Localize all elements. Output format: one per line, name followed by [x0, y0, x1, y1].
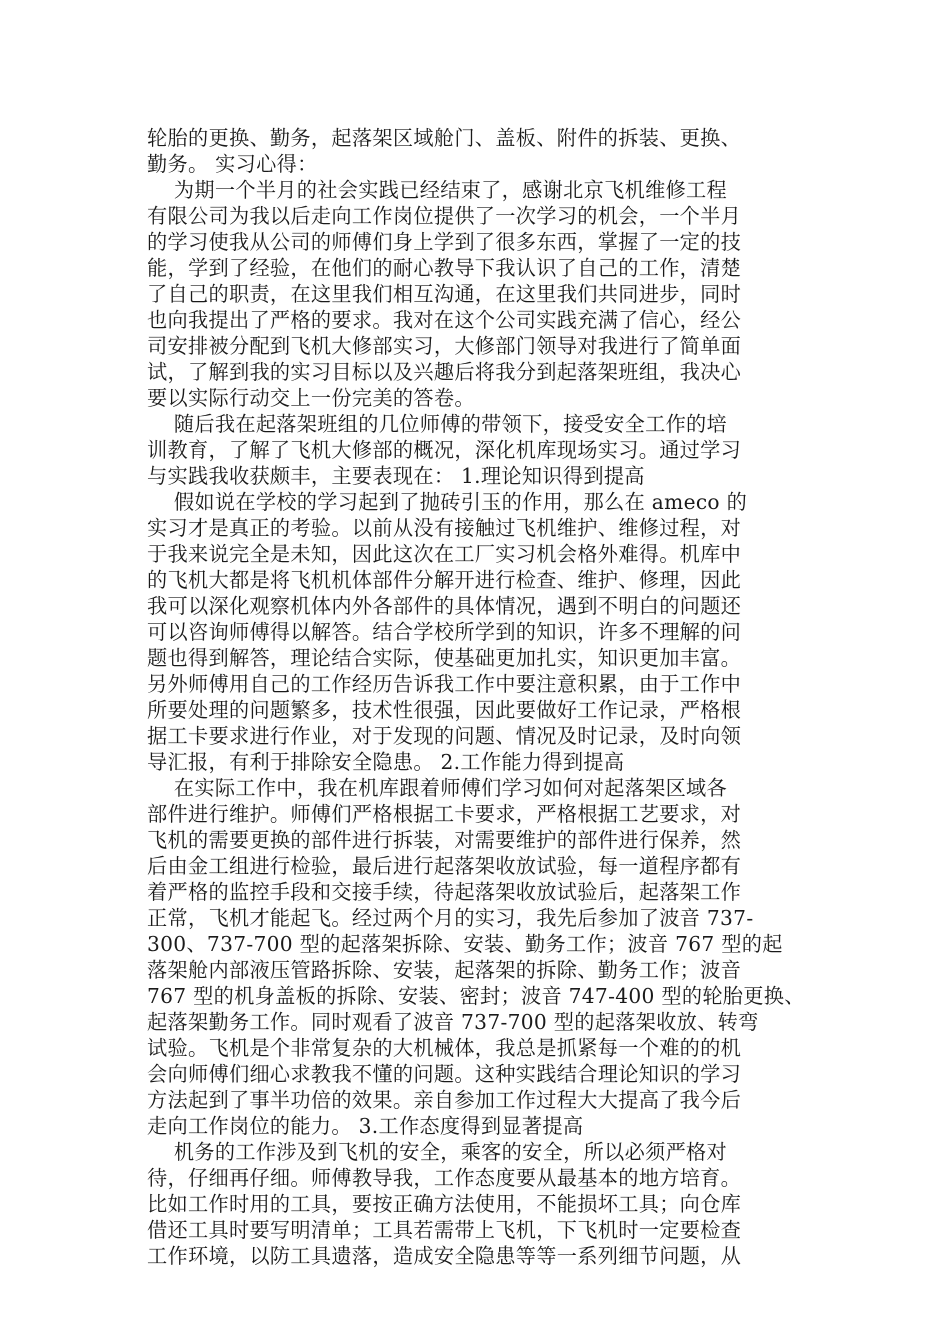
- text-line: 有限公司为我以后走向工作岗位提供了一次学习的机会，一个半月: [147, 204, 742, 228]
- text-line: 工作环境，以防工具遗落，造成安全隐患等等一系列细节问题，从: [147, 1244, 742, 1268]
- text-line: 轮胎的更换、勤务，起落架区域舱门、盖板、附件的拆装、更换、: [147, 126, 742, 150]
- text-line: 试，了解到我的实习目标以及兴趣后将我分到起落架班组，我决心: [147, 360, 742, 384]
- text-line: 的学习使我从公司的师傅们身上学到了很多东西，掌握了一定的技: [147, 230, 742, 254]
- text-line: 假如说在学校的学习起到了抛砖引玉的作用，那么在 ameco 的: [147, 490, 748, 514]
- text-line: 部件进行维护。师傅们严格根据工卡要求，严格根据工艺要求，对: [147, 802, 742, 826]
- text-line: 待，仔细再仔细。师傅教导我，工作态度要从最基本的地方培育。: [147, 1166, 742, 1190]
- text-line: 在实际工作中，我在机库跟着师傅们学习如何对起落架区域各: [147, 776, 728, 800]
- text-line: 题也得到解答，理论结合实际，使基础更加扎实，知识更加丰富。: [147, 646, 742, 670]
- text-line: 训教育，了解了飞机大修部的概况，深化机库现场实习。通过学习: [147, 438, 742, 462]
- text-line: 试验。飞机是个非常复杂的大机械体，我总是抓紧每一个难的的机: [147, 1036, 742, 1060]
- text-line: 会向师傅们细心求教我不懂的问题。这种实践结合理论知识的学习: [147, 1062, 742, 1086]
- text-line: 能，学到了经验，在他们的耐心教导下我认识了自己的工作，清楚: [147, 256, 742, 280]
- text-line: 落架舱内部液压管路拆除、安装，起落架的拆除、勤务工作；波音: [147, 958, 742, 982]
- text-line: 可以咨询师傅得以解答。结合学校所学到的知识，许多不理解的问: [147, 620, 742, 644]
- text-line: 司安排被分配到飞机大修部实习，大修部门领导对我进行了简单面: [147, 334, 742, 358]
- text-line: 机务的工作涉及到飞机的安全，乘客的安全，所以必须严格对: [147, 1140, 728, 1164]
- text-line: 为期一个半月的社会实践已经结束了，感谢北京飞机维修工程: [147, 178, 728, 202]
- text-line: 着严格的监控手段和交接手续，待起落架收放试验后，起落架工作: [147, 880, 742, 904]
- text-line: 据工卡要求进行作业，对于发现的问题、情况及时记录，及时向领: [147, 724, 742, 748]
- text-line: 借还工具时要写明清单；工具若需带上飞机，下飞机时一定要检查: [147, 1218, 742, 1242]
- text-line: 要以实际行动交上一份完美的答卷。: [147, 386, 475, 410]
- text-line: 方法起到了事半功倍的效果。亲自参加工作过程大大提高了我今后: [147, 1088, 742, 1112]
- text-line: 300、737-700 型的起落架拆除、安装、勤务工作；波音 767 型的起: [147, 932, 783, 956]
- text-line: 所要处理的问题繁多，技术性很强，因此要做好工作记录，严格根: [147, 698, 742, 722]
- text-line: 也向我提出了严格的要求。我对在这个公司实践充满了信心，经公: [147, 308, 742, 332]
- text-line: 导汇报，有利于排除安全隐患。 2.工作能力得到提高: [147, 750, 625, 774]
- text-line: 起落架勤务工作。同时观看了波音 737-700 型的起落架收放、转弯: [147, 1010, 759, 1034]
- text-line: 正常，飞机才能起飞。经过两个月的实习，我先后参加了波音 737-: [147, 906, 754, 930]
- text-line: 勤务。 实习心得：: [147, 152, 318, 176]
- text-line: 我可以深化观察机体内外各部件的具体情况，遇到不明白的问题还: [147, 594, 742, 618]
- text-line: 的飞机大都是将飞机机体部件分解开进行检查、维护、修理，因此: [147, 568, 742, 592]
- text-line: 随后我在起落架班组的几位师傅的带领下，接受安全工作的培: [147, 412, 728, 436]
- text-line: 比如工作时用的工具，要按正确方法使用，不能损坏工具；向仓库: [147, 1192, 742, 1216]
- text-line: 767 型的机身盖板的拆除、安装、密封；波音 747-400 型的轮胎更换、: [147, 984, 805, 1008]
- text-line: 与实践我收获颇丰，主要表现在： 1.理论知识得到提高: [147, 464, 645, 488]
- text-line: 飞机的需要更换的部件进行拆装，对需要维护的部件进行保养，然: [147, 828, 742, 852]
- text-line: 另外师傅用自己的工作经历告诉我工作中要注意积累，由于工作中: [147, 672, 742, 696]
- text-line: 后由金工组进行检验，最后进行起落架收放试验，每一道程序都有: [147, 854, 742, 878]
- text-line: 走向工作岗位的能力。 3.工作态度得到显著提高: [147, 1114, 584, 1138]
- text-line: 实习才是真正的考验。以前从没有接触过飞机维护、维修过程，对: [147, 516, 742, 540]
- text-line: 了自己的职责，在这里我们相互沟通，在这里我们共同进步，同时: [147, 282, 742, 306]
- text-line: 于我来说完全是未知，因此这次在工厂实习机会格外难得。机库中: [147, 542, 742, 566]
